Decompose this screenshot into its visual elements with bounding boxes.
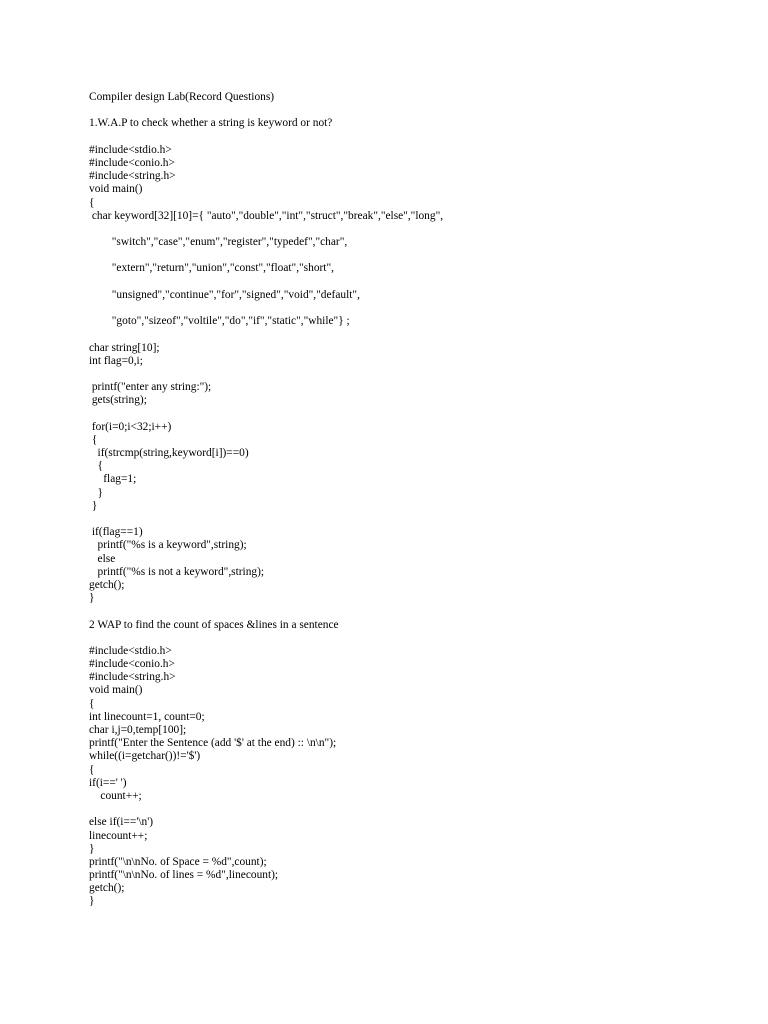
code-line: } [89, 499, 98, 512]
code-line: "switch","case","enum","register","typedef","char", [89, 236, 348, 249]
code-line: #include<stdio.h> [89, 644, 172, 657]
code-line: "goto","sizeof","voltile","do","if","static","while"} ; [89, 315, 350, 328]
code-line: void main() [89, 183, 143, 196]
section-2-heading: 2 WAP to find the count of spaces &lines in a sentence [89, 618, 339, 631]
code-line [89, 249, 729, 262]
code-line [89, 328, 729, 341]
code-line: } [89, 592, 95, 605]
code-line [89, 223, 729, 236]
code-line [89, 276, 729, 289]
code-line: getch(); [89, 882, 125, 895]
code-line: while((i=getchar())!='$') [89, 750, 201, 763]
code-line: else if(i=='\n') [89, 816, 154, 829]
code-line: printf("\n\nNo. of Space = %d",count); [89, 855, 267, 868]
code-line: "extern","return","union","const","float","short", [89, 262, 334, 275]
code-line: if(strcmp(string,keyword[i])==0) [89, 447, 249, 460]
code-line: #include<string.h> [89, 671, 176, 684]
code-line: int linecount=1, count=0; [89, 710, 205, 723]
code-line: #include<stdio.h> [89, 143, 172, 156]
code-line: printf("%s is a keyword",string); [89, 539, 247, 552]
code-line: if(flag==1) [89, 526, 143, 539]
code-line: else [89, 552, 116, 565]
code-line: if(i==' ') [89, 776, 127, 789]
code-line: { [89, 763, 95, 776]
code-line: count++; [89, 789, 142, 802]
code-line: flag=1; [89, 473, 137, 486]
code-line: void main() [89, 684, 143, 697]
document-content [89, 91, 729, 909]
code-line: char keyword[32][10]={ "auto","double","int","struct","break","else","long", [89, 209, 444, 222]
code-line: printf("%s is not a keyword",string); [89, 565, 265, 578]
code-line: { [89, 196, 95, 209]
code-line: char string[10]; [89, 341, 160, 354]
code-line: { [89, 697, 95, 710]
code-line: for(i=0;i<32;i++) [89, 420, 172, 433]
code-line [89, 803, 729, 816]
code-line: int flag=0,i; [89, 354, 143, 367]
code-line: "unsigned","continue","for","signed","void","default", [89, 288, 360, 301]
code-line [89, 513, 729, 526]
code-line: gets(string); [89, 394, 147, 407]
section-2-code [89, 645, 729, 909]
code-line: printf("Enter the Sentence (add '$' at the end) :: \n\n"); [89, 737, 337, 750]
code-line [89, 302, 729, 315]
code-line: char i,j=0,temp[100]; [89, 724, 187, 736]
code-line: getch(); [89, 578, 125, 591]
document-title: Compiler design Lab(Record Questions) [89, 91, 275, 103]
code-line: #include<conio.h> [89, 658, 175, 671]
code-line [89, 408, 729, 421]
code-line [89, 368, 729, 381]
code-line: } [89, 486, 104, 499]
code-line: } [89, 895, 95, 908]
code-line: printf("enter any string:"); [89, 381, 212, 394]
code-line: { [89, 460, 104, 473]
code-line: linecount++; [89, 829, 148, 842]
code-line: } [89, 842, 95, 855]
section-1-code [89, 144, 729, 606]
code-line: { [89, 433, 98, 446]
code-line: printf("\n\nNo. of lines = %d",linecount); [89, 869, 279, 882]
code-line: #include<string.h> [89, 170, 176, 183]
code-line: #include<conio.h> [89, 156, 175, 169]
section-1-heading: 1.W.A.P to check whether a string is keyword or not? [89, 117, 333, 130]
